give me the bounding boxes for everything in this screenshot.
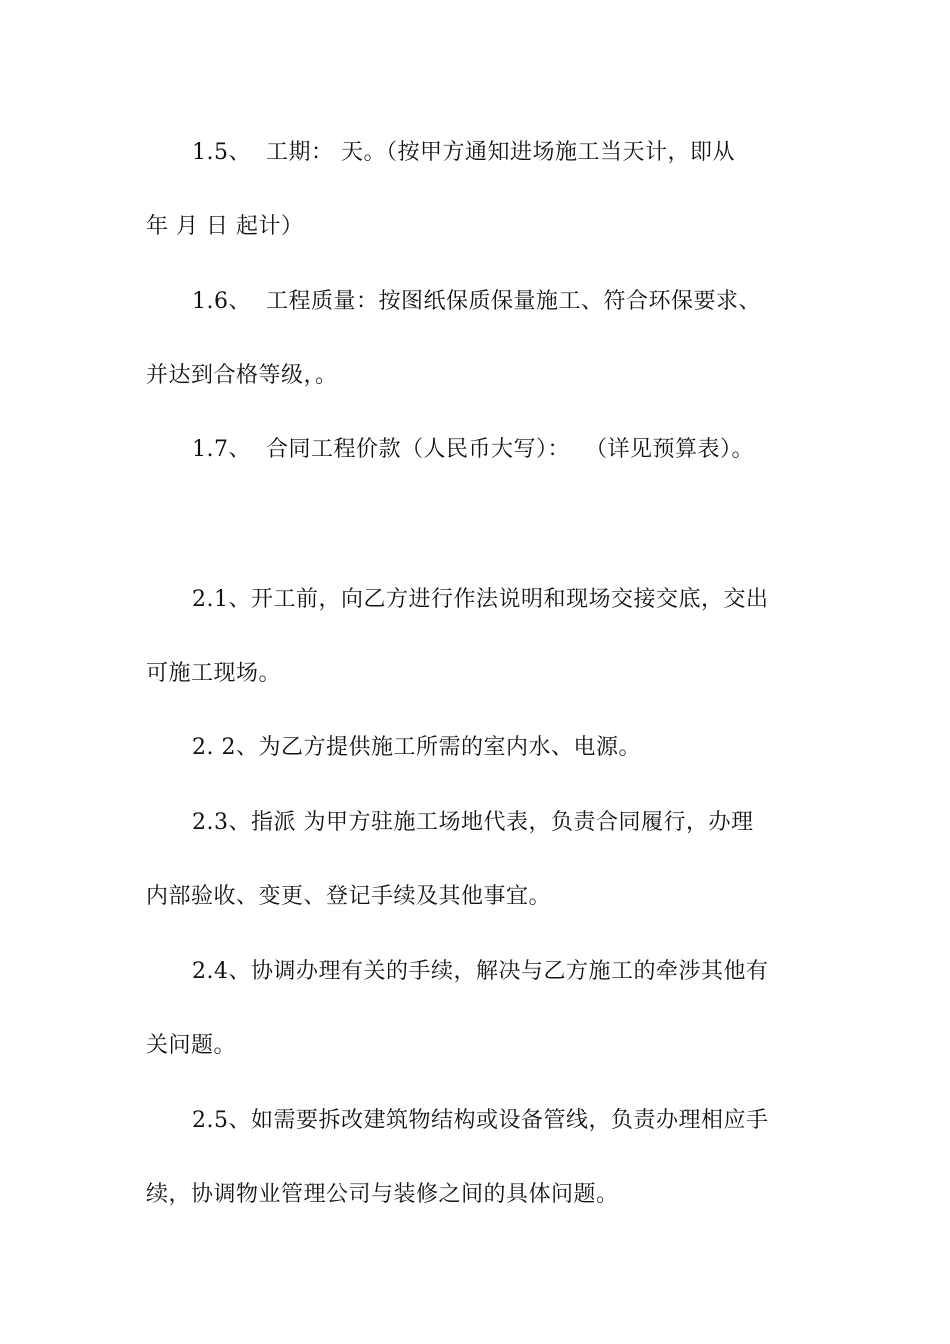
clause-2-4-line-2: 关问题。 bbox=[146, 1033, 237, 1058]
clause-1-5-line-2: 年 月 日 起计） bbox=[146, 214, 304, 239]
clause-1-7: 1.7、 合同工程价款（人民币大写）： （详见预算表）。 bbox=[192, 437, 754, 462]
clause-2-4-line-1: 2.4、协调办理有关的手续，解决与乙方施工的牵涉其他有 bbox=[192, 959, 769, 984]
clause-2-3-line-1: 2.3、指派 为甲方驻施工场地代表，负责合同履行，办理 bbox=[192, 810, 754, 835]
clause-2-1-line-1: 2.1、开工前，向乙方进行作法说明和现场交接交底，交出 bbox=[192, 587, 769, 612]
clause-1-5-line-1: 1.5、 工期： 天。（按甲方通知进场施工当天计，即从 bbox=[192, 140, 735, 165]
clause-1-6-line-2: 并达到合格等级，。 bbox=[146, 363, 338, 388]
clause-2-5-line-1: 2.5、如需要拆改建筑物结构或设备管线，负责办理相应手 bbox=[192, 1108, 769, 1133]
clause-1-6-line-1: 1.6、 工程质量：按图纸保质保量施工、符合环保要求、 bbox=[192, 289, 761, 314]
clause-2-5-line-2: 续，协调物业管理公司与装修之间的具体问题。 bbox=[146, 1182, 619, 1207]
clause-2-1-line-2: 可施工现场。 bbox=[146, 661, 282, 686]
clause-2-2: 2. 2、为乙方提供施工所需的室内水、电源。 bbox=[192, 735, 641, 760]
clause-2-3-line-2: 内部验收、变更、登记手续及其他事宜。 bbox=[146, 884, 552, 909]
